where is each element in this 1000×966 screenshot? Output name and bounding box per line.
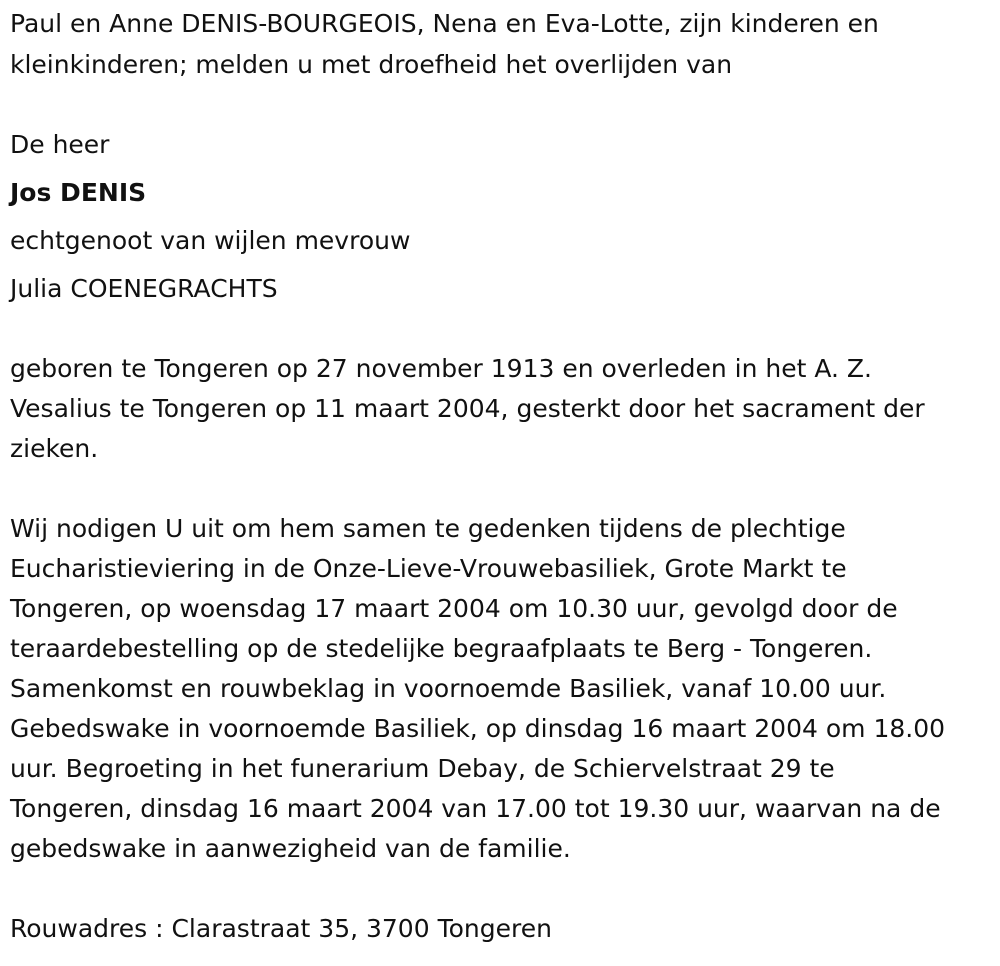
intro-line-1: Paul en Anne DENIS-BOURGEOIS, Nena en Eva-Lotte, zijn kinderen en bbox=[10, 9, 879, 38]
spouse-name: Julia COENEGRACHTS bbox=[10, 274, 278, 303]
deceased-name: Jos DENIS bbox=[10, 178, 147, 207]
birth-death-line-3: zieken. bbox=[10, 434, 99, 463]
salutation: De heer bbox=[10, 130, 110, 159]
relation-text: echtgenoot van wijlen mevrouw bbox=[10, 226, 411, 255]
ceremony-line-2: Eucharistieviering in de Onze-Lieve-Vrouwebasiliek, Grote Markt te bbox=[10, 554, 847, 583]
mourning-address: Rouwadres : Clarastraat 35, 3700 Tongeren bbox=[10, 914, 552, 943]
ceremony-line-6: Gebedswake in voornoemde Basiliek, op dinsdag 16 maart 2004 om 18.00 bbox=[10, 714, 946, 743]
birth-death-line-2: Vesalius te Tongeren op 11 maart 2004, gesterkt door het sacrament der bbox=[10, 394, 925, 423]
ceremony-line-4: teraardebestelling op de stedelijke begraafplaats te Berg - Tongeren. bbox=[10, 634, 873, 663]
birth-death-line-1: geboren te Tongeren op 27 november 1913 en overleden in het A. Z. bbox=[10, 354, 872, 383]
ceremony-line-3: Tongeren, op woensdag 17 maart 2004 om 10.30 uur, gevolgd door de bbox=[10, 594, 898, 623]
ceremony-line-1: Wij nodigen U uit om hem samen te gedenken tijdens de plechtige bbox=[10, 514, 846, 543]
ceremony-line-9: gebedswake in aanwezigheid van de familie. bbox=[10, 834, 571, 863]
ceremony-line-7: uur. Begroeting in het funerarium Debay, de Schiervelstraat 29 te bbox=[10, 754, 835, 783]
ceremony-line-5: Samenkomst en rouwbeklag in voornoemde Basiliek, vanaf 10.00 uur. bbox=[10, 674, 887, 703]
intro-line-2: kleinkinderen; melden u met droefheid het overlijden van bbox=[10, 50, 733, 79]
ceremony-line-8: Tongeren, dinsdag 16 maart 2004 van 17.00 tot 19.30 uur, waarvan na de bbox=[10, 794, 941, 823]
